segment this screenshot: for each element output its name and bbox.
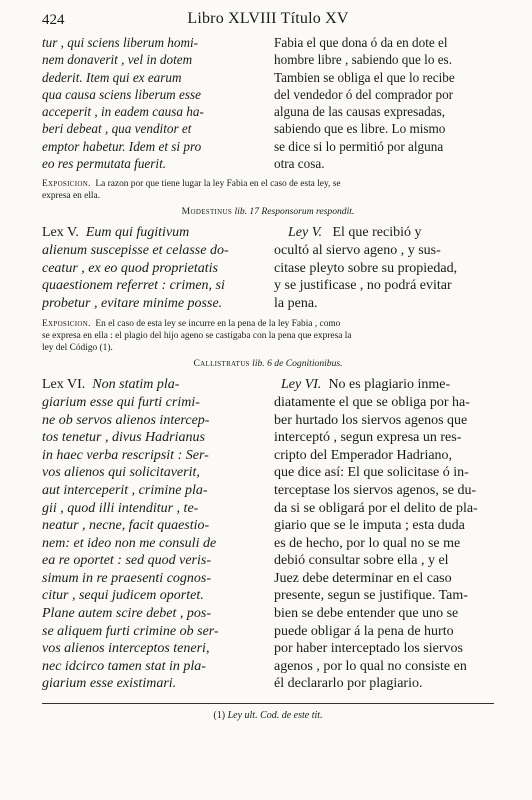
spanish-line: diatamente el que se obliga por ha- (274, 394, 470, 410)
spanish-line: El que recibió y (332, 225, 422, 241)
spanish-line: puede obligar á la pena de hurto (274, 623, 454, 639)
source-work: lib. 6 de Cognitionibus. (252, 358, 343, 370)
spanish-line: alguna de las causas expresadas, (274, 104, 445, 120)
latin-line: vos alienos qui solicitaverit, (42, 465, 200, 481)
spanish-line: Fabia el que dona ó da en dote el (274, 35, 448, 50)
latin-line: neatur , necne, facit quaestio- (42, 518, 210, 534)
spanish-column (274, 376, 494, 693)
spanish-line: debió consultar sobre ella , y el (274, 553, 449, 569)
latin-line: nem donaverit , vel in dotem (42, 52, 193, 68)
latin-line: citur , sequi judicem oportet. (42, 588, 204, 604)
spanish-line: y se justificase , no podrá evitar (274, 278, 452, 294)
footnote-text: Ley ult. Cod. de este tit. (227, 710, 323, 722)
latin-line: vos alienos interceptos teneri, (42, 641, 210, 657)
latin-line: giarium esse qui furti crimi- (42, 394, 200, 410)
latin-line: gii , quod illi intenditur , te- (42, 500, 199, 516)
section-continuation (42, 34, 494, 172)
latin-line: probetur , evitare minime posse. (42, 295, 223, 311)
latin-line: aut interceperit , crimine pla- (42, 482, 208, 498)
page-number: 424 (42, 12, 65, 28)
section-lex-vi (42, 376, 494, 693)
latin-line: dederit. Item qui ex earum (42, 69, 182, 85)
latin-line: nec idcirco tamen stat in pla- (42, 658, 206, 674)
spanish-line: giario que se le imputa ; esta duda (274, 518, 465, 534)
latin-line: qua causa sciens liberum esse (42, 86, 201, 102)
exposicion-note (42, 178, 494, 202)
exposicion-label: Exposicion. (42, 179, 91, 190)
latin-line: ea re oportet : sed quod veris- (42, 553, 211, 569)
source-attribution (42, 358, 494, 370)
footnote-rule (42, 703, 494, 704)
spanish-line: terceptase los siervos agenos, se du- (274, 482, 477, 498)
latin-line: alienum suscepisse et celasse do- (42, 242, 229, 258)
exposicion-note (42, 318, 494, 354)
spanish-line: Tambien se obliga el que lo recibe (274, 69, 455, 85)
latin-line: quaestionem referret : crimen, si (42, 278, 225, 294)
spanish-line: citase pleyto sobre su propiedad, (274, 260, 458, 276)
spanish-line: cripto del Emperador Hadriano, (274, 447, 453, 463)
spanish-line: bien se debe entender que uno se (274, 606, 459, 622)
spanish-line: la pena. (274, 295, 318, 311)
law-number: Ley VI. (281, 377, 322, 393)
latin-line: se aliquem furti crimine ob ser- (42, 623, 219, 639)
law-number: Lex V. (42, 225, 79, 241)
exposicion-text: ley del Código (1). (42, 343, 113, 354)
section-lex-v (42, 224, 494, 312)
law-number: Lex VI. (42, 377, 86, 393)
latin-line: ceatur , ex eo quod proprietatis (42, 260, 219, 276)
latin-line: Eum qui fugitivum (85, 225, 190, 241)
exposicion-text: La razon por que tiene lugar la ley Fabia en el caso de esta ley, se (95, 179, 341, 190)
spanish-column (274, 34, 494, 172)
spanish-line: hombre libre , sabiendo que lo es. (274, 52, 452, 68)
spanish-line: da si se obligará por el delito de pla- (274, 500, 478, 516)
spanish-line: del vendedor ó del comprador por (274, 86, 454, 102)
spanish-line: No es plagiario inme- (328, 377, 451, 393)
page-header (42, 10, 494, 32)
latin-line: simum in re praesenti cognos- (42, 570, 212, 586)
book-page (42, 10, 494, 721)
latin-line: eo res permutata fuerit. (42, 156, 167, 172)
latin-line: tur , qui sciens liberum homi- (42, 35, 199, 50)
spanish-line: otra cosa. (274, 156, 325, 172)
running-title: Libro XLVIII Título XV (187, 10, 349, 27)
law-number: Ley V. (288, 225, 322, 241)
latin-line: tos tenetur , divus Hadrianus (42, 430, 205, 446)
latin-line: in haec verba rescripsit : Ser- (42, 447, 209, 463)
spanish-line: presente, segun se justifique. Tam- (274, 588, 468, 604)
latin-line: ne ob servos alienos intercep- (42, 412, 210, 428)
latin-line: nem: et ideo non me consuli de (42, 535, 217, 551)
latin-line: Plane autem scire debet , pos- (42, 606, 211, 622)
source-author: Modestinus (181, 206, 233, 218)
latin-column (42, 376, 266, 693)
latin-line: emptor habetur. Idem et si pro (42, 138, 202, 154)
spanish-line: interceptó , segun expresa un res- (274, 430, 462, 446)
spanish-line: que dice así: El que solicitase ó in- (274, 465, 469, 481)
latin-column (42, 224, 266, 312)
exposicion-label: Exposicion. (42, 319, 91, 330)
latin-column (42, 34, 266, 172)
spanish-line: es de hecho, por lo qual no se me (274, 535, 461, 551)
exposicion-text: expresa en ella. (42, 191, 101, 202)
source-attribution (42, 206, 494, 218)
spanish-line: por haber interceptado los siervos (274, 641, 463, 657)
spanish-line: ocultó al siervo ageno , y sus- (274, 242, 441, 258)
spanish-line: ber hurtado los siervos agenos que (274, 412, 468, 428)
spanish-line: él declararlo por plagiario. (274, 676, 423, 692)
spanish-line: Juez debe determinar en el caso (274, 570, 452, 586)
latin-line: Non statim pla- (92, 377, 180, 393)
exposicion-text: se expresa en ella : el plagio del hijo ageno se castigaba con la pena que expresa la (42, 331, 352, 342)
footnote (42, 710, 494, 721)
footnote-marker: (1) (213, 710, 226, 722)
source-author: Callistratus (193, 358, 250, 370)
latin-line: giarium esse existimari. (42, 676, 177, 692)
source-work: lib. 17 Responsorum respondit. (234, 206, 355, 218)
latin-line: beri debeat , qua venditor et (42, 121, 192, 137)
spanish-column (274, 224, 494, 312)
spanish-line: agenos , por lo qual no consiste en (274, 658, 467, 674)
latin-line: acceperit , in eadem causa ha- (42, 104, 204, 120)
spanish-line: sabiendo que es libre. Lo mismo (274, 121, 446, 137)
spanish-line: se dice si lo permitió por alguna (274, 138, 444, 154)
exposicion-text: En el caso de esta ley se incurre en la pena de la ley Fabia , como (95, 319, 341, 330)
